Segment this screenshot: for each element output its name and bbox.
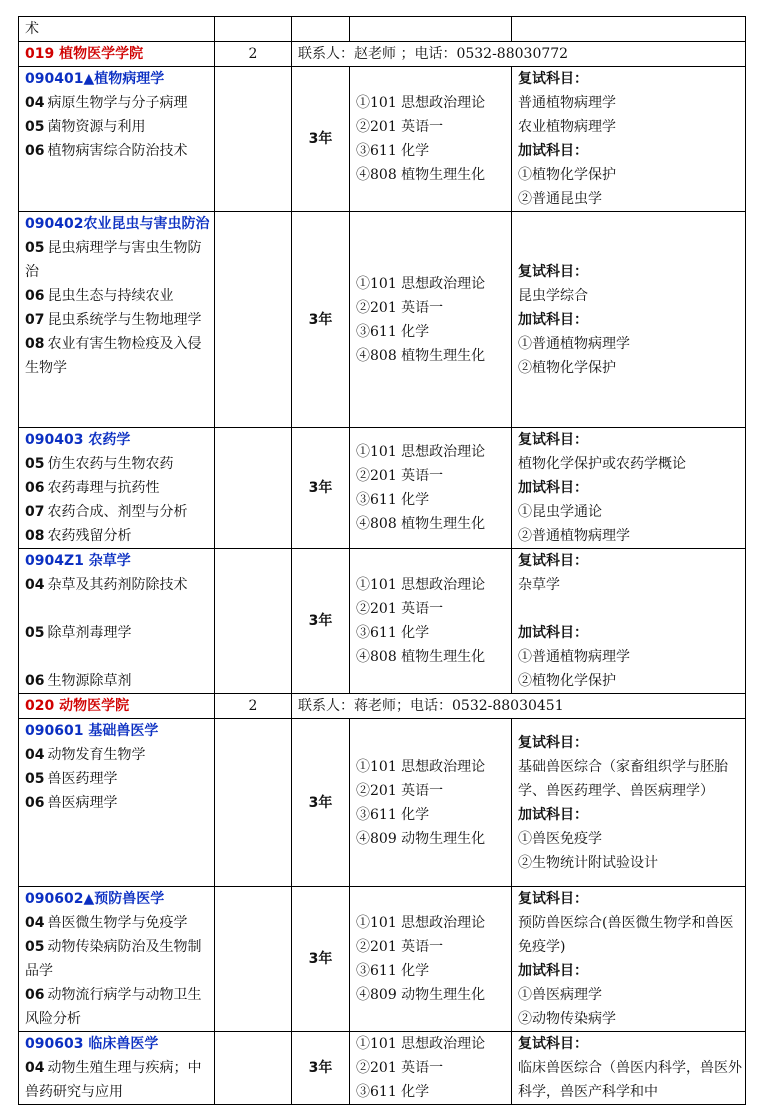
- major-cell: [19, 67, 215, 212]
- major-row: [19, 212, 746, 428]
- direction: 06 农药毒理与抗药性: [25, 480, 160, 496]
- direction: 04 动物发育生物学: [25, 747, 146, 763]
- study-years: 3年: [292, 549, 350, 694]
- study-years: 3年: [292, 1032, 350, 1105]
- college-row: [19, 42, 746, 67]
- direction: 04 动物生殖生理与疾病；中兽药研究与应用: [25, 1060, 202, 1100]
- major-cell: [19, 549, 215, 694]
- direction: 06 昆虫生态与持续农业: [25, 288, 174, 304]
- retest-cell: 复试科目： 预防兽医综合(兽医微生物学和兽医免疫学) 加试科目： ①兽医病理学 ②动物传染病学: [512, 887, 746, 1032]
- direction: 05 兽医药理学: [25, 771, 118, 787]
- major-title: 090603 临床兽医学: [25, 1036, 159, 1052]
- enrollment-table: [18, 16, 746, 1105]
- college-count: 2: [215, 42, 292, 67]
- top-fragment-row: [19, 17, 746, 42]
- study-years: 3年: [292, 719, 350, 887]
- college-count: 2: [215, 694, 292, 719]
- major-title: 090401▲植物病理学: [25, 71, 165, 87]
- study-years: 3年: [292, 887, 350, 1032]
- major-cell: [19, 1032, 215, 1105]
- major-title: 090601 基础兽医学: [25, 723, 159, 739]
- direction: 07 农药合成、剂型与分析: [25, 504, 188, 520]
- major-row: [19, 1032, 746, 1105]
- direction: 05 昆虫病理学与害虫生物防治: [25, 240, 202, 280]
- major-row: [19, 887, 746, 1032]
- major-row: [19, 549, 746, 694]
- major-cell: [19, 719, 215, 887]
- study-years: 3年: [292, 428, 350, 549]
- direction: 08 农业有害生物检疫及入侵生物学: [25, 336, 202, 376]
- college-name: 020 动物医学院: [19, 694, 215, 719]
- study-years: 3年: [292, 67, 350, 212]
- major-cell: [19, 212, 215, 428]
- direction: 06 兽医病理学: [25, 795, 118, 811]
- retest-cell: 复试科目： 基础兽医综合（家畜组织学与胚胎学、兽医药理学、兽医病理学） 加试科目： ①兽医免疫学 ②生物统计附试验设计: [512, 719, 746, 887]
- major-cell: [19, 428, 215, 549]
- direction: 04 杂草及其药剂防除技术: [25, 577, 188, 593]
- major-title: 090402农业昆虫与害虫防治: [25, 216, 210, 232]
- direction: 06 生物源除草剂: [25, 673, 132, 689]
- college-contact: 联系人：赵老师 ；电话：0532-88030772: [292, 42, 746, 67]
- retest-cell: 复试科目： 杂草学 加试科目： ①普通植物病理学 ②植物化学保护: [512, 549, 746, 694]
- direction: 06 植物病害综合防治技术: [25, 143, 188, 159]
- direction: 05 动物传染病防治及生物制品学: [25, 939, 202, 979]
- exam-subjects: ①101 思想政治理论 ②201 英语一 ③611 化学 ④809 动物生理生化: [350, 887, 512, 1032]
- direction: 06 动物流行病学与动物卫生风险分析: [25, 987, 202, 1027]
- direction: 04 兽医微生物学与免疫学: [25, 915, 188, 931]
- major-title: 090403 农药学: [25, 432, 131, 448]
- exam-subjects: ①101 思想政治理论 ②201 英语一 ③611 化学 ④808 植物生理生化: [350, 67, 512, 212]
- direction: 05 除草剂毒理学: [25, 625, 132, 641]
- direction: 07 昆虫系统学与生物地理学: [25, 312, 202, 328]
- exam-subjects: ①101 思想政治理论 ②201 英语一 ③611 化学 ④809 动物生理生化: [350, 719, 512, 887]
- top-fragment-cell: 术: [19, 17, 215, 42]
- exam-subjects: ①101 思想政治理论 ②201 英语一 ③611 化学 ④808 植物生理生化: [350, 212, 512, 428]
- direction: 05 仿生农药与生物农药: [25, 456, 174, 472]
- retest-cell: 复试科目： 普通植物病理学 农业植物病理学 加试科目： ①植物化学保护 ②普通昆虫学: [512, 67, 746, 212]
- retest-cell: 复试科目： 昆虫学综合 加试科目： ①普通植物病理学 ②植物化学保护: [512, 212, 746, 428]
- retest-cell: 复试科目： 临床兽医综合（兽医内科学，兽医外科学，兽医产科学和中: [512, 1032, 746, 1105]
- major-title: 090602▲预防兽医学: [25, 891, 165, 907]
- study-years: 3年: [292, 212, 350, 428]
- major-title: 0904Z1 杂草学: [25, 553, 131, 569]
- major-row: [19, 719, 746, 887]
- exam-subjects: ①101 思想政治理论 ②201 英语一 ③611 化学 ④808 植物生理生化: [350, 549, 512, 694]
- college-row: [19, 694, 746, 719]
- exam-subjects: ①101 思想政治理论 ②201 英语一 ③611 化学: [350, 1032, 512, 1105]
- major-cell: [19, 887, 215, 1032]
- direction: 05 菌物资源与利用: [25, 119, 146, 135]
- retest-cell: 复试科目： 植物化学保护或农药学概论 加试科目： ①昆虫学通论 ②普通植物病理学: [512, 428, 746, 549]
- direction: 04 病原生物学与分子病理: [25, 95, 188, 111]
- direction: 08 农药残留分析: [25, 528, 132, 544]
- major-row: [19, 67, 746, 212]
- exam-subjects: ①101 思想政治理论 ②201 英语一 ③611 化学 ④808 植物生理生化: [350, 428, 512, 549]
- major-row: [19, 428, 746, 549]
- college-name: 019 植物医学学院: [19, 42, 215, 67]
- college-contact: 联系人：蒋老师；电话：0532-88030451: [292, 694, 746, 719]
